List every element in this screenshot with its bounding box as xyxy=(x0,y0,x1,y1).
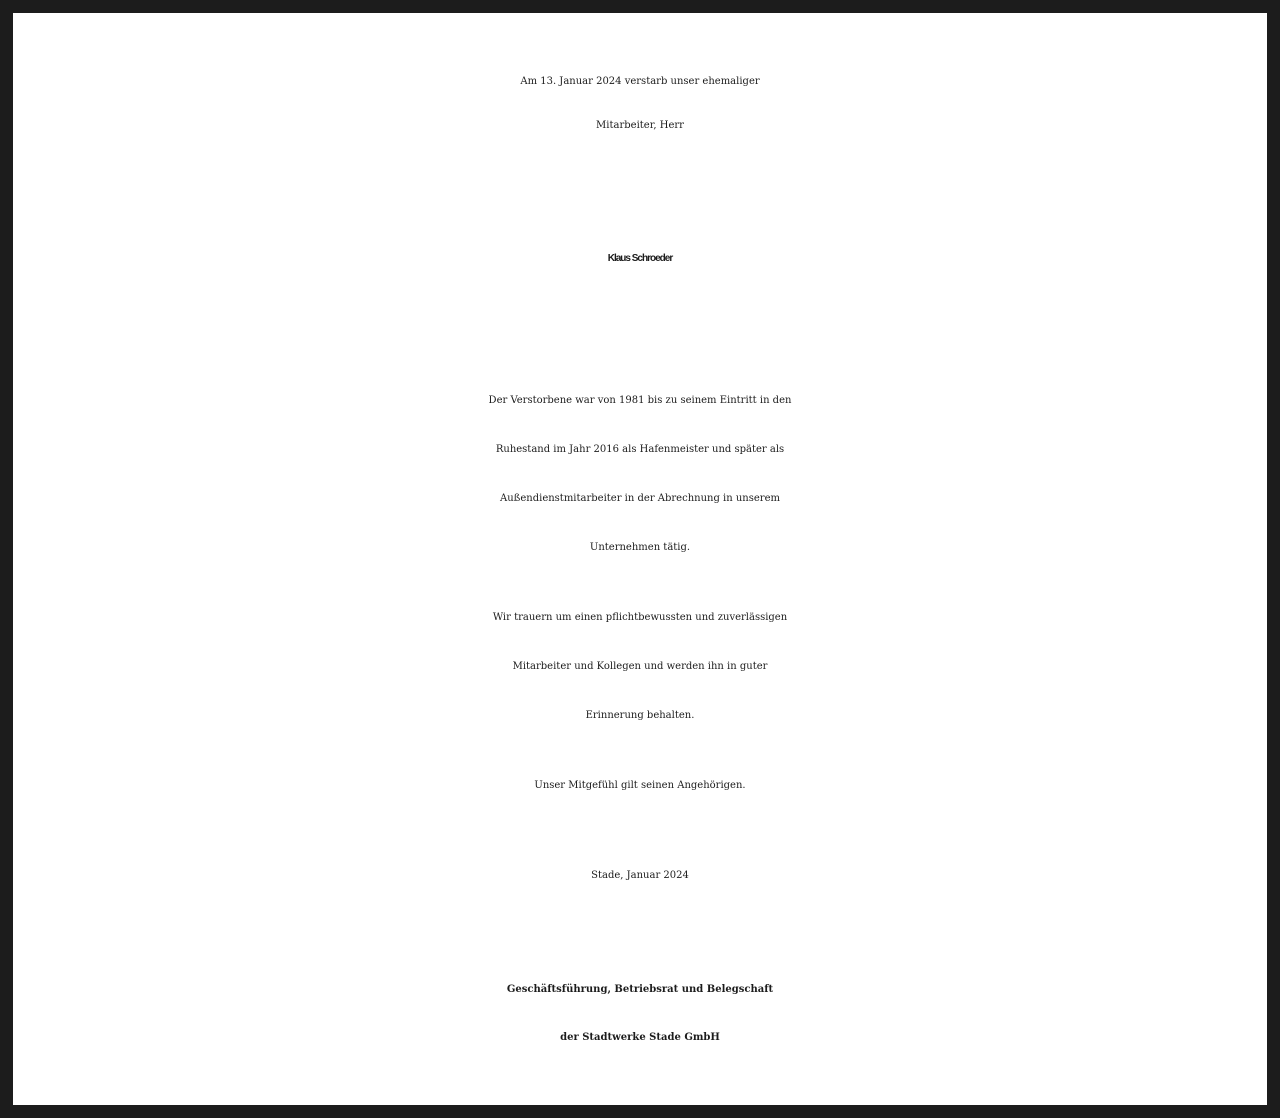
intro-line-1: Am 13. Januar 2024 verstarb unser ehemaliger xyxy=(520,76,760,87)
paragraph-2-line-1: Wir trauern um einen pflichtbewussten und zuverlässigen xyxy=(492,612,788,623)
paragraph-1-line-4: Unternehmen tätig. xyxy=(589,542,691,553)
paragraph-1-line-1: Der Verstorbene war von 1981 bis zu seinem Eintritt in den xyxy=(488,395,792,406)
place-date: Stade, Januar 2024 xyxy=(591,870,689,881)
signature-line-1: Geschäftsführung, Betriebsrat und Belegschaft xyxy=(506,984,774,995)
signature-line-2: der Stadtwerke Stade GmbH xyxy=(560,1032,720,1043)
condolence-text: Unser Mitgefühl gilt seinen Angehörigen. xyxy=(534,780,746,791)
paragraph-1-line-2: Ruhestand im Jahr 2016 als Hafenmeister und später als xyxy=(495,444,785,455)
paragraph-1-line-3: Außendienstmitarbeiter in der Abrechnung in unserem xyxy=(500,493,780,504)
intro-line-2: Mitarbeiter, Herr xyxy=(596,120,684,131)
deceased-name: Klaus Schroeder xyxy=(607,253,673,264)
paragraph-2-line-3: Erinnerung behalten. xyxy=(585,710,695,721)
paragraph-2-line-2: Mitarbeiter und Kollegen und werden ihn in guter xyxy=(512,661,768,672)
